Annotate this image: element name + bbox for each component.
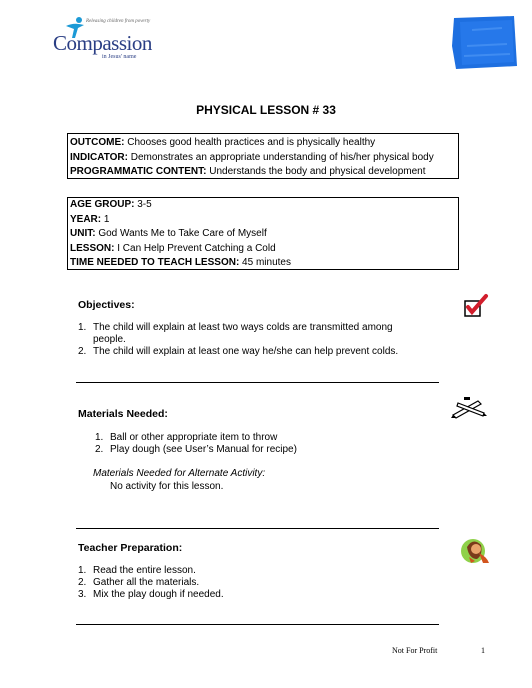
material-2-text: Play dough (see User’s Manual for recipe) xyxy=(110,444,297,455)
materials-heading: Materials Needed: xyxy=(78,408,168,420)
lesson-info-box xyxy=(67,197,459,270)
page-number: 1 xyxy=(481,646,485,655)
programmatic-content-row: PROGRAMMATIC CONTENT: Understands the body and physical development xyxy=(70,166,426,178)
pencils-icon xyxy=(450,395,488,424)
objective-2-num: 2. xyxy=(78,346,87,357)
child-face-icon xyxy=(459,535,493,572)
material-1-text: Ball or other appropriate item to throw xyxy=(110,432,278,443)
lesson-row: LESSON: I Can Help Prevent Catching a Cold xyxy=(70,242,276,254)
alternate-materials-heading: Materials Needed for Alternate Activity: xyxy=(93,468,266,479)
divider xyxy=(76,382,439,383)
material-2-num: 2. xyxy=(95,444,104,455)
preparation-heading: Teacher Preparation: xyxy=(78,542,183,554)
checkbox-check-icon xyxy=(463,293,489,324)
indicator-row: INDICATOR: Demonstrates an appropriate understanding of his/her physical body xyxy=(70,151,434,163)
year-row: YEAR: 1 xyxy=(70,213,110,225)
objective-1-num: 1. xyxy=(78,322,87,333)
material-1-num: 1. xyxy=(95,432,104,443)
outcome-row: OUTCOME: Chooses good health practices and is physically healthy xyxy=(70,137,376,148)
prep-3-num: 3. xyxy=(78,589,87,600)
prep-1-text: Read the entire lesson. xyxy=(93,565,196,576)
page-title: PHYSICAL LESSON # 33 xyxy=(196,103,336,117)
footer-note: Not For Profit xyxy=(392,646,438,655)
objectives-heading: Objectives: xyxy=(78,299,135,311)
objective-1-line1: The child will explain at least two ways colds are transmitted among xyxy=(93,322,393,333)
prep-3-text: Mix the play dough if needed. xyxy=(93,589,224,600)
objective-1-line2: people. xyxy=(93,334,126,345)
prep-2-text: Gather all the materials. xyxy=(93,577,200,588)
divider xyxy=(76,528,439,529)
unit-row: UNIT: God Wants Me to Take Care of Myself xyxy=(70,228,267,240)
blue-block-icon xyxy=(452,16,517,69)
objective-2-line1: The child will explain at least one way he/she can help prevent colds. xyxy=(93,346,399,357)
prep-2-num: 2. xyxy=(78,577,87,588)
logo-tagline: Releasing children from poverty xyxy=(86,19,151,24)
age-group-row: AGE GROUP: 3-5 xyxy=(70,199,152,210)
alternate-materials-text: No activity for this lesson. xyxy=(110,481,224,492)
divider xyxy=(76,624,439,625)
logo-subline: in Jesus' name xyxy=(102,54,137,60)
outcome-box xyxy=(67,133,459,179)
logo-wordmark: Compassion xyxy=(53,31,152,55)
time-needed-row: TIME NEEDED TO TEACH LESSON: 45 minutes xyxy=(70,257,291,269)
prep-1-num: 1. xyxy=(78,565,87,576)
